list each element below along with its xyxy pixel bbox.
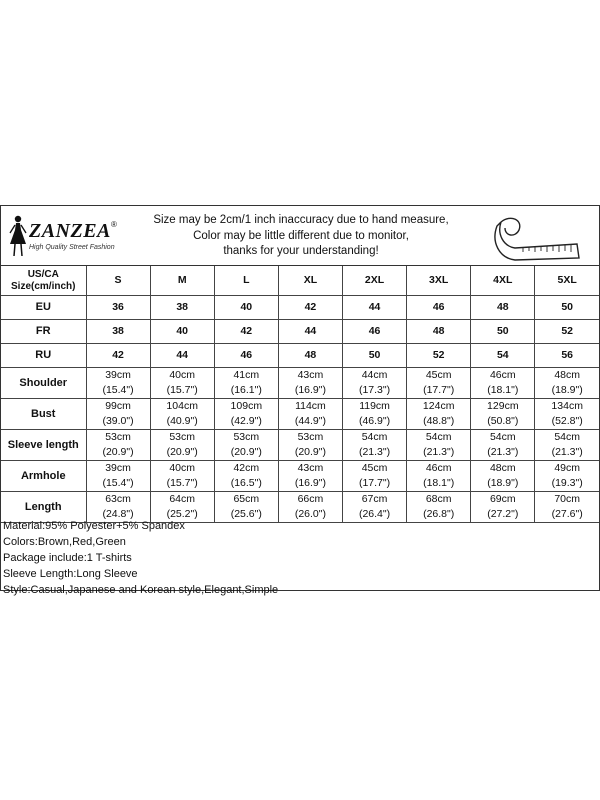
measurement-inch: (39.0") xyxy=(102,415,134,427)
measurement-inch: (40.9") xyxy=(166,415,198,427)
size-value-cell: 44 xyxy=(278,320,342,344)
measurement-inch: (26.0") xyxy=(294,508,327,520)
brand-tagline: High Quality Street Fashion xyxy=(29,244,115,251)
measurement-cell xyxy=(214,461,278,492)
measurement-cell xyxy=(150,430,214,461)
measurement-cm: 53cm xyxy=(169,431,196,443)
table-row xyxy=(1,320,599,344)
measurement-inch: (44.9") xyxy=(294,415,327,427)
detail-style: Style:Casual,Japanese and Korean style,Elegant,Simple xyxy=(3,584,279,596)
measurement-cm: 119cm xyxy=(359,400,390,412)
measurement-cell xyxy=(214,368,278,399)
measurement-inch: (15.7") xyxy=(166,477,198,489)
size-header-cell: 3XL xyxy=(407,266,471,296)
measurement-inch: (20.9") xyxy=(294,446,327,458)
measurement-cell xyxy=(278,430,342,461)
measurement-inch: (21.3") xyxy=(423,446,455,458)
measurement-inch: (21.3") xyxy=(358,446,391,458)
size-value-cell: 52 xyxy=(407,344,471,368)
size-value-cell: 52 xyxy=(535,320,599,344)
measurement-inch: (15.7") xyxy=(166,384,198,396)
size-value-cell: 38 xyxy=(150,296,214,320)
measurement-cm: 54cm xyxy=(489,431,516,443)
measurement-inch: (24.8") xyxy=(102,508,134,520)
brand-logo xyxy=(7,214,125,258)
measurement-inch: (27.6") xyxy=(551,508,583,520)
measurement-inch: (50.8") xyxy=(487,415,519,427)
size-header-cell: S xyxy=(86,266,150,296)
detail-material: Material:95% Polyester+5% Spandex xyxy=(3,520,185,532)
measurement-cm: 43cm xyxy=(297,462,324,474)
size-value-cell: 46 xyxy=(343,320,407,344)
measurement-inch: (21.3") xyxy=(487,446,519,458)
measurement-cm: 39cm xyxy=(105,462,131,474)
measurement-cm: 41cm xyxy=(233,369,260,381)
measurement-cell xyxy=(150,368,214,399)
table-row xyxy=(1,368,599,399)
table-row xyxy=(1,296,599,320)
measurement-cell xyxy=(535,430,599,461)
measurement-inch: (25.2") xyxy=(166,508,198,520)
measurement-cm: 48cm xyxy=(554,369,581,381)
size-header-cell: L xyxy=(214,266,278,296)
row-label: Length xyxy=(1,492,86,523)
measurement-cell xyxy=(86,430,150,461)
woman-silhouette-icon xyxy=(7,214,29,258)
size-header-cell: M xyxy=(150,266,214,296)
measurement-cell xyxy=(535,492,599,523)
row-label: FR xyxy=(1,320,86,344)
measurement-cell xyxy=(535,461,599,492)
measurement-cell xyxy=(407,461,471,492)
detail-colors: Colors:Brown,Red,Green xyxy=(3,536,126,548)
measurement-cell xyxy=(535,399,599,430)
size-value-cell: 40 xyxy=(150,320,214,344)
registered-mark: ® xyxy=(111,220,117,229)
detail-package: Package include:1 T-shirts xyxy=(3,552,132,564)
measurement-cm: 46cm xyxy=(425,462,452,474)
row-label: Sleeve length xyxy=(1,430,86,461)
measurement-cell xyxy=(407,492,471,523)
measurement-cell xyxy=(278,492,342,523)
row-label: Armhole xyxy=(1,461,86,492)
product-details xyxy=(3,518,278,598)
measurement-cm: 40cm xyxy=(169,369,196,381)
measurement-cell xyxy=(150,399,214,430)
measurement-inch: (42.9") xyxy=(230,415,262,427)
measurement-cm: 49cm xyxy=(554,462,581,474)
size-header-cell: XL xyxy=(278,266,342,296)
size-value-cell: 50 xyxy=(471,320,535,344)
size-value-cell: 48 xyxy=(407,320,471,344)
measurement-cm: 54cm xyxy=(554,431,581,443)
measurement-inch: (16.1") xyxy=(230,384,262,396)
measurement-cell xyxy=(278,461,342,492)
size-value-cell: 48 xyxy=(471,296,535,320)
measurement-cell xyxy=(278,368,342,399)
detail-sleeve-length: Sleeve Length:Long Sleeve xyxy=(3,568,138,580)
measurement-inch: (15.4") xyxy=(102,477,134,489)
table-row xyxy=(1,430,599,461)
measuring-tape-icon xyxy=(493,212,585,262)
measurement-cell xyxy=(471,399,535,430)
size-chart-header xyxy=(1,206,599,266)
size-value-cell: 42 xyxy=(278,296,342,320)
measurement-inch: (18.9") xyxy=(551,384,583,396)
measurement-cm: 134cm xyxy=(551,400,583,412)
measurement-inch: (16.9") xyxy=(294,477,327,489)
measurement-cm: 42cm xyxy=(233,462,260,474)
size-value-cell: 38 xyxy=(86,320,150,344)
measurement-inch: (26.4") xyxy=(358,508,391,520)
measurement-cell xyxy=(214,399,278,430)
measurement-inch: (20.9") xyxy=(166,446,198,458)
measurement-cell xyxy=(86,399,150,430)
measurement-inch: (19.3") xyxy=(551,477,583,489)
measurement-cell xyxy=(150,461,214,492)
measurement-inch: (15.4") xyxy=(102,384,134,396)
size-value-cell: 48 xyxy=(278,344,342,368)
measurement-cell xyxy=(214,430,278,461)
measurement-cm: 39cm xyxy=(105,369,131,381)
size-value-cell: 40 xyxy=(214,296,278,320)
size-value-cell: 42 xyxy=(86,344,150,368)
measurement-cell xyxy=(343,399,407,430)
notice-line: thanks for your understanding! xyxy=(223,245,379,257)
size-value-cell: 42 xyxy=(214,320,278,344)
measurement-inch: (16.9") xyxy=(294,384,327,396)
size-value-cell: 46 xyxy=(407,296,471,320)
size-value-cell: 50 xyxy=(343,344,407,368)
measurement-cm: 45cm xyxy=(425,369,452,381)
measurement-cell xyxy=(343,492,407,523)
measurement-cm: 63cm xyxy=(105,493,131,505)
size-value-cell: 46 xyxy=(214,344,278,368)
row-label: Bust xyxy=(1,399,86,430)
measurement-inch: (27.2") xyxy=(487,508,519,520)
row-label: RU xyxy=(1,344,86,368)
size-value-cell: 44 xyxy=(150,344,214,368)
measurement-cell xyxy=(343,368,407,399)
measurement-cm: 53cm xyxy=(233,431,260,443)
measurement-cell xyxy=(471,368,535,399)
measurement-inch: (16.5") xyxy=(230,477,262,489)
table-row xyxy=(1,399,599,430)
measurement-cell xyxy=(535,368,599,399)
measurement-inch: (17.7") xyxy=(423,384,455,396)
table-row xyxy=(1,461,599,492)
measurement-cell xyxy=(343,461,407,492)
measurement-inch: (18.9") xyxy=(487,477,519,489)
measurement-cm: 46cm xyxy=(489,369,516,381)
measurement-cm: 124cm xyxy=(422,400,455,412)
measurement-cell xyxy=(407,368,471,399)
measurement-inch: (26.8") xyxy=(423,508,455,520)
measurement-inch: (46.9") xyxy=(358,415,391,427)
measurement-cm: 99cm xyxy=(105,400,131,412)
measurement-cm: 45cm xyxy=(361,462,388,474)
measurement-cm: 114cm xyxy=(295,400,326,412)
brand-name: ZANZEA xyxy=(29,220,111,242)
measurement-inch: (18.1") xyxy=(423,477,455,489)
corner-label-us-ca: US/CA xyxy=(27,268,59,280)
measurement-notice xyxy=(131,213,471,260)
measurement-cm: 65cm xyxy=(233,493,260,505)
measurement-cell xyxy=(471,492,535,523)
measurement-cell xyxy=(86,368,150,399)
measurement-inch: (17.7") xyxy=(358,477,391,489)
size-corner-cell xyxy=(1,266,86,296)
measurement-cm: 67cm xyxy=(361,493,388,505)
row-label: Shoulder xyxy=(1,368,86,399)
measurement-cm: 48cm xyxy=(489,462,516,474)
measurement-cell xyxy=(407,430,471,461)
measurement-inch: (18.1") xyxy=(487,384,519,396)
size-header-cell: 4XL xyxy=(471,266,535,296)
size-value-cell: 50 xyxy=(535,296,599,320)
measurement-cm: 109cm xyxy=(230,400,263,412)
measurement-inch: (25.6") xyxy=(230,508,262,520)
table-row xyxy=(1,344,599,368)
measurement-cm: 54cm xyxy=(425,431,452,443)
size-value-cell: 44 xyxy=(343,296,407,320)
size-value-cell: 36 xyxy=(86,296,150,320)
notice-line: Color may be little different due to monitor, xyxy=(193,229,409,242)
measurement-cell xyxy=(407,399,471,430)
size-value-cell: 54 xyxy=(471,344,535,368)
measurement-cm: 70cm xyxy=(554,493,581,505)
measurement-inch: (21.3") xyxy=(551,446,583,458)
measurement-cm: 53cm xyxy=(297,431,324,443)
measurement-cell xyxy=(471,461,535,492)
measurement-cm: 43cm xyxy=(297,369,324,381)
measurement-cm: 54cm xyxy=(361,431,388,443)
size-header-row xyxy=(1,266,599,296)
measurement-inch: (17.3") xyxy=(358,384,391,396)
size-table xyxy=(1,266,599,523)
measurement-cm: 129cm xyxy=(487,400,519,412)
measurement-cm: 104cm xyxy=(166,400,198,412)
measurement-cell xyxy=(278,399,342,430)
size-header-cell: 2XL xyxy=(343,266,407,296)
measurement-cm: 53cm xyxy=(105,431,131,443)
measurement-inch: (48.8") xyxy=(423,415,455,427)
measurement-cell xyxy=(471,430,535,461)
measurement-inch: (52.8") xyxy=(551,415,583,427)
notice-line: Size may be 2cm/1 inch inaccuracy due to hand measure, xyxy=(153,214,449,226)
measurement-cell xyxy=(86,461,150,492)
measurement-cm: 64cm xyxy=(169,493,196,505)
size-header-cell: 5XL xyxy=(535,266,599,296)
measurement-cm: 44cm xyxy=(361,369,388,381)
measurement-inch: (20.9") xyxy=(102,446,134,458)
measurement-inch: (20.9") xyxy=(230,446,262,458)
measurement-cell xyxy=(343,430,407,461)
size-chart-sheet xyxy=(0,205,600,596)
measurement-cm: 68cm xyxy=(425,493,452,505)
corner-label-units: Size(cm/inch) xyxy=(11,280,76,292)
size-value-cell: 56 xyxy=(535,344,599,368)
measurement-cm: 66cm xyxy=(297,493,324,505)
measurement-cm: 69cm xyxy=(489,493,516,505)
measurement-cm: 40cm xyxy=(169,462,196,474)
row-label: EU xyxy=(1,296,86,320)
